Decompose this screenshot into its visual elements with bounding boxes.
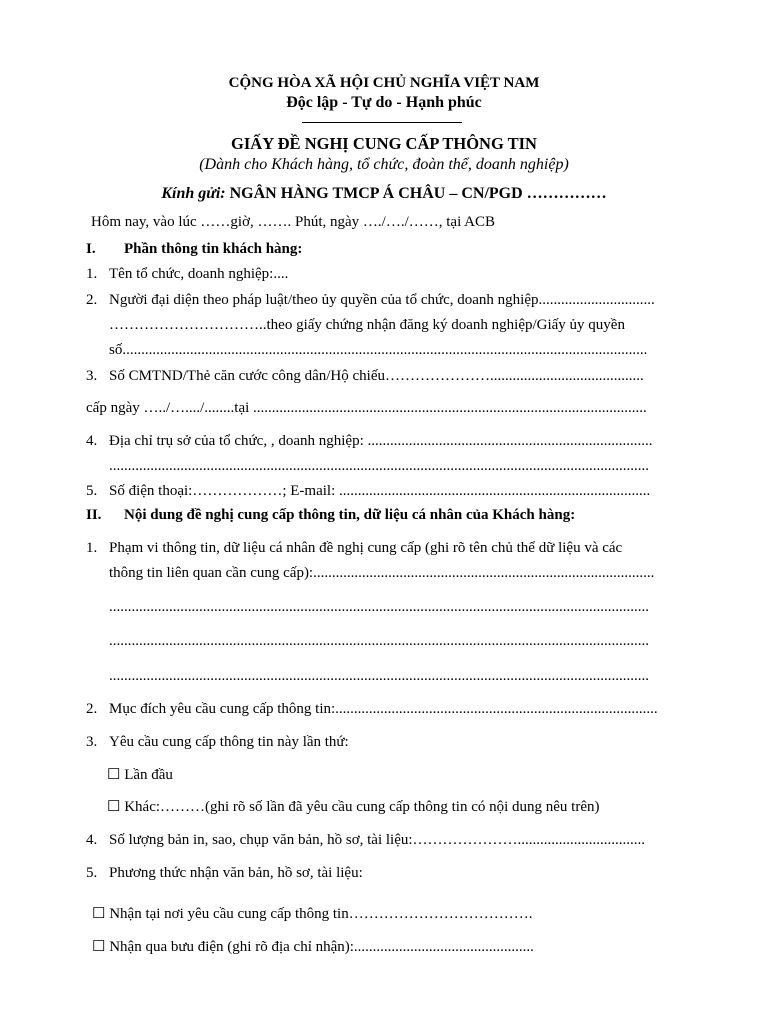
item-number: 1. <box>86 540 98 556</box>
org-name-field: Tên tổ chức, doanh nghiệp:.... <box>109 266 289 282</box>
issue-date-field: cấp ngày …../…..../........tại ......................................................................................................... <box>86 400 647 416</box>
address-field: Địa chỉ trụ sở của tổ chức, , doanh nghiệp: ............................................................................ <box>109 433 653 449</box>
delivery-method-label: Phương thức nhận văn bản, hồ sơ, tài liệu: <box>109 865 363 881</box>
item-number: 1. <box>86 266 98 282</box>
scope-blank-line: ................................................................................................................................................ <box>109 633 649 649</box>
other-time-checkbox[interactable]: ☐ Khác:………(ghi rõ số lần đã yêu cầu cung cấp thông tin có nội dung nêu trên) <box>107 799 600 815</box>
item-number: 3. <box>86 734 98 750</box>
item-number: 5. <box>86 865 98 881</box>
section1-number: I. <box>86 241 96 257</box>
representative-number-field: số............................................................................................................................................ <box>109 342 648 358</box>
phone-email-field: Số điện thoại:………………; E-mail: ................................................................................... <box>109 483 651 499</box>
representative-field: Người đại diện theo pháp luật/theo ủy quyền của tổ chức, doanh nghiệp............................... <box>109 292 655 308</box>
pickup-option-checkbox[interactable]: ☐ Nhận tại nơi yêu cầu cung cấp thông tin………………………………. <box>92 906 533 922</box>
section2-number: II. <box>86 507 102 523</box>
post-option-checkbox[interactable]: ☐ Nhận qua bưu điện (ghi rõ địa chỉ nhận):................................................ <box>92 939 534 955</box>
header-underline <box>302 122 462 123</box>
document-subtitle: (Dành cho Khách hàng, tổ chức, đoàn thể, doanh nghiệp) <box>199 156 569 173</box>
id-number-field: Số CMTND/Thẻ căn cước công dân/Hộ chiếu…………………......................................... <box>109 368 644 384</box>
document-title: GIẤY ĐỀ NGHỊ CUNG CẤP THÔNG TIN <box>231 134 537 153</box>
item-number: 2. <box>86 701 98 717</box>
address-field-cont: ................................................................................................................................................ <box>109 458 649 474</box>
scope-blank-line: ................................................................................................................................................ <box>109 599 649 615</box>
item-number: 4. <box>86 433 98 449</box>
motto-heading: Độc lập - Tự do - Hạnh phúc <box>286 94 482 111</box>
item-number: 4. <box>86 832 98 848</box>
scope-blank-line: ................................................................................................................................................ <box>109 668 649 684</box>
purpose-field: Mục đích yêu cầu cung cấp thông tin:...................................................................................... <box>109 701 658 717</box>
scope-field-cont: thông tin liên quan cần cung cấp):........................................................................................... <box>109 565 655 581</box>
recipient-name: NGÂN HÀNG TMCP Á CHÂU – CN/PGD …………… <box>229 185 607 202</box>
copies-field: Số lượng bản in, sao, chụp văn bản, hồ sơ, tài liệu:………………….................................. <box>109 832 646 848</box>
recipient-line <box>0 185 768 203</box>
scope-field: Phạm vi thông tin, dữ liệu cá nhân đề nghị cung cấp (ghi rõ tên chủ thể dữ liệu và các <box>109 540 623 556</box>
representative-field-cont: …………………………..theo giấy chứng nhận đăng ký doanh nghiệp/Giấy ủy quyền <box>109 317 625 333</box>
first-time-checkbox[interactable]: ☐ Lần đầu <box>107 767 173 783</box>
section2-title: Nội dung đề nghị cung cấp thông tin, dữ liệu cá nhân của Khách hàng: <box>124 507 576 523</box>
item-number: 3. <box>86 368 98 384</box>
item-number: 5. <box>86 483 98 499</box>
nation-heading: CỘNG HÒA XÃ HỘI CHỦ NGHĨA VIỆT NAM <box>228 75 540 91</box>
request-count-label: Yêu cầu cung cấp thông tin này lần thứ: <box>109 734 349 750</box>
item-number: 2. <box>86 292 98 308</box>
intro-line: Hôm nay, vào lúc ……giờ, ……. Phút, ngày …./…./……, tại ACB <box>91 214 496 230</box>
recipient-label: Kính gửi: <box>161 185 226 202</box>
section1-title: Phần thông tin khách hàng: <box>124 241 303 257</box>
